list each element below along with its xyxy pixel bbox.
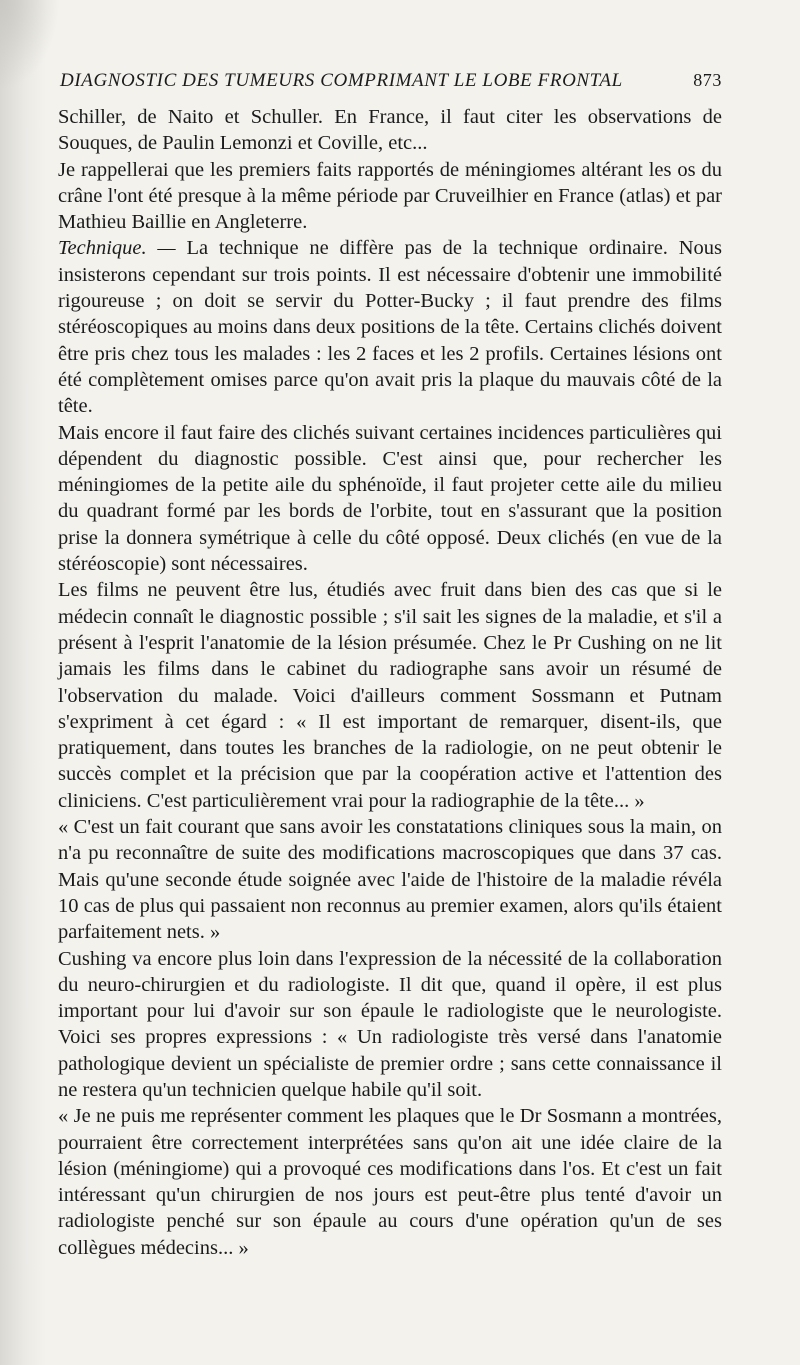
paragraph-text: Je rappellerai que les premiers faits rapportés de méningiomes altérant les os du crâne l'ont été presque à la même période par Cruveilhier en France (atlas) et par Mathieu Baillie en Angleterre.	[58, 158, 722, 234]
paragraph-text: Les films ne peuvent être lus, étudiés avec fruit dans bien des cas que si le médecin connaît le diagnostic possible ; s'il sait les signes de la maladie, et s'il a présent à l'esprit l'anatomie de la lésion présumée. Chez le Pr Cushing on ne lit jamais les films dans le cabinet du radiographe sans avoir un résumé de l'observation du malade. Voici d'ailleurs comment Sossmann et Putnam s'expriment à cet égard : « Il est important de remarquer, disent-ils, que pratiquement, dans toutes les branches de la radiologie, on ne peut obtenir le succès complet et la précision que par la coopération active et l'attention des cliniciens. C'est particulièrement vrai pour la radiographie de la tête... »	[58, 579, 722, 812]
page-edge-shadow	[0, 0, 46, 1365]
paragraph	[58, 235, 722, 419]
paragraph	[58, 420, 722, 578]
body-text	[58, 104, 722, 1261]
paragraph	[58, 814, 722, 945]
paragraph-text: La technique ne diffère pas de la technique ordinaire. Nous insisterons cependant sur trois points. Il est nécessaire d'obtenir une immobilité rigoureuse ; on doit se servir du Potter-Bucky ; il faut prendre des films stéréoscopiques au moins dans deux positions de la tête. Certains clichés doivent être pris chez tous les malades : les 2 faces et les 2 profils. Certaines lésions ont été complètement omises parce qu'on avait pris la plaque du mauvais côté de la tête.	[58, 237, 722, 418]
page-number: 873	[693, 70, 722, 90]
page-corner-shadow	[0, 0, 60, 90]
running-title: DIAGNOSTIC DES TUMEURS COMPRIMANT LE LOBE FRONTAL	[60, 70, 623, 91]
paragraph	[58, 104, 722, 157]
paragraph-text: Schiller, de Naito et Schuller. En France, il faut citer les observations de Souques, de Paulin Lemonzi et Coville, etc...	[58, 106, 722, 155]
paragraph-text: « C'est un fait courant que sans avoir les constatations cliniques sous la main, on n'a pu reconnaître de suite des modifications macroscopiques que dans 37 cas. Mais qu'une seconde étude soignée avec l'aide de l'histoire de la maladie révéla 10 cas de plus qui passaient non reconnus au premier examen, alors qu'ils étaient parfaitement nets. »	[58, 816, 722, 944]
paragraph	[58, 1103, 722, 1261]
paragraph-text: « Je ne puis me représenter comment les plaques que le Dr Sosmann a montrées, pourraient être correctement interprétées sans qu'on ait une idée claire de la lésion (méningiome) qui a provoqué ces modifications dans l'os. Et c'est un fait intéressant qu'un chirurgien de nos jours est peut-être plus tenté d'avoir un radiologiste penché sur son épaule au cours d'une opération qu'un de ses collègues médecins... »	[58, 1105, 722, 1259]
paragraph	[58, 577, 722, 814]
section-lead: Technique. —	[58, 237, 176, 260]
paragraph	[58, 157, 722, 236]
paragraph-text: Cushing va encore plus loin dans l'expression de la nécessité de la collaboration du neuro-chirurgien et du radiologiste. Il dit que, quand il opère, il est plus important pour lui d'avoir sur son épaule le radiologiste que le neurologiste. Voici ses propres expressions : « Un radiologiste très versé dans l'anatomie pathologique devient un spécialiste de premier ordre ; sans cette connaissance il ne restera qu'un technicien quelque habile qu'il soit.	[58, 947, 722, 1101]
paragraph	[58, 946, 722, 1104]
running-header	[60, 70, 722, 100]
paragraph-text: Mais encore il faut faire des clichés suivant certaines incidences particulières qui dépendent du diagnostic possible. C'est ainsi que, pour rechercher les méningiomes de la petite aile du sphénoïde, il faut projeter cette aile du milieu du quadrant formé par les bords de l'orbite, tout en s'assurant que la position prise la donnera symétrique à celle du côté opposé. Deux clichés (en vue de la stéréoscopie) sont nécessaires.	[58, 421, 722, 576]
